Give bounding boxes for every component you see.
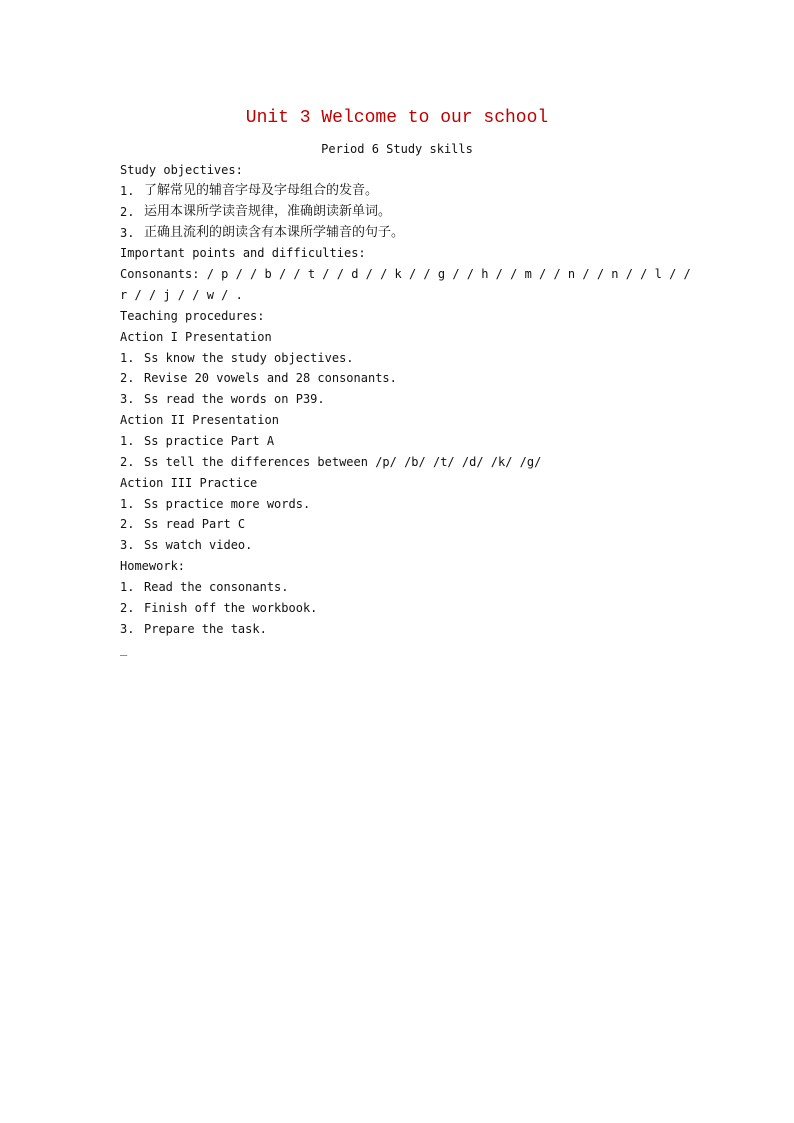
homework-heading: Homework: (120, 559, 186, 574)
item-number: 2. (120, 204, 135, 219)
action2-heading: Action II Presentation (120, 413, 279, 428)
item-text: Ss watch video. (144, 538, 253, 553)
item-text: Ss read Part C (144, 517, 246, 532)
item-number: 1. (120, 579, 135, 594)
consonants-line-continued: r / / j / / w / . (120, 288, 243, 303)
action1-heading: Action I Presentation (120, 329, 272, 344)
item-number: 1. (120, 183, 135, 198)
item-number: 3. (120, 225, 135, 240)
item-text: Ss tell the differences between /p/ /b/ /t/ /d/ /k/ /g/ (144, 454, 542, 469)
action2-item (120, 431, 680, 452)
action1-item (120, 389, 680, 410)
item-text: 运用本课所学读音规律，准确朗读新单词。 (144, 203, 392, 219)
homework-item (120, 598, 680, 619)
procedures-heading: Teaching procedures: (120, 308, 265, 323)
document-subtitle: Period 6 Study skills (321, 142, 473, 156)
item-text: Ss read the words on P39. (144, 392, 325, 407)
objectives-heading: Study objectives: (120, 163, 243, 177)
important-heading: Important points and difficulties: (120, 246, 366, 261)
item-text: Read the consonants. (144, 579, 289, 594)
action3-item (120, 514, 680, 535)
item-number: 3. (120, 538, 135, 553)
item-number: 2. (120, 517, 135, 532)
item-text: Revise 20 vowels and 28 consonants. (144, 371, 397, 386)
item-text: Finish off the workbook. (144, 600, 318, 615)
item-number: 2. (120, 371, 135, 386)
item-number: 2. (120, 454, 135, 469)
document-body (120, 160, 691, 660)
objective-item (120, 181, 680, 202)
item-number: 3. (120, 392, 135, 407)
item-number: 2. (120, 600, 135, 615)
objective-item (120, 202, 680, 223)
item-text: 正确且流利的朗读含有本课所学辅音的句子。 (144, 224, 405, 240)
action3-heading: Action III Practice (120, 475, 258, 490)
item-number: 3. (120, 621, 135, 636)
homework-item (120, 619, 680, 640)
item-text: Prepare the task. (144, 621, 267, 636)
item-text: Ss know the study objectives. (144, 350, 354, 365)
item-text: Ss practice Part A (144, 433, 275, 448)
action1-item (120, 348, 680, 369)
item-number: 1. (120, 496, 135, 511)
homework-item (120, 577, 680, 598)
objective-item (120, 223, 680, 244)
action2-item (120, 452, 680, 473)
document-title: Unit 3 Welcome to our school (245, 108, 549, 128)
item-number: 1. (120, 350, 135, 365)
item-number: 1. (120, 433, 135, 448)
action3-item (120, 535, 680, 556)
consonants-line: Consonants: / p / / b / / t / / d / / k / / g / / h / / m / / n / / n / / l / / (120, 267, 691, 282)
item-text: Ss practice more words. (144, 496, 311, 511)
action1-item (120, 368, 680, 389)
action3-item (120, 494, 680, 515)
item-text: 了解常见的辅音字母及字母组合的发音。 (144, 182, 379, 198)
trailing-mark: _ (120, 642, 128, 657)
